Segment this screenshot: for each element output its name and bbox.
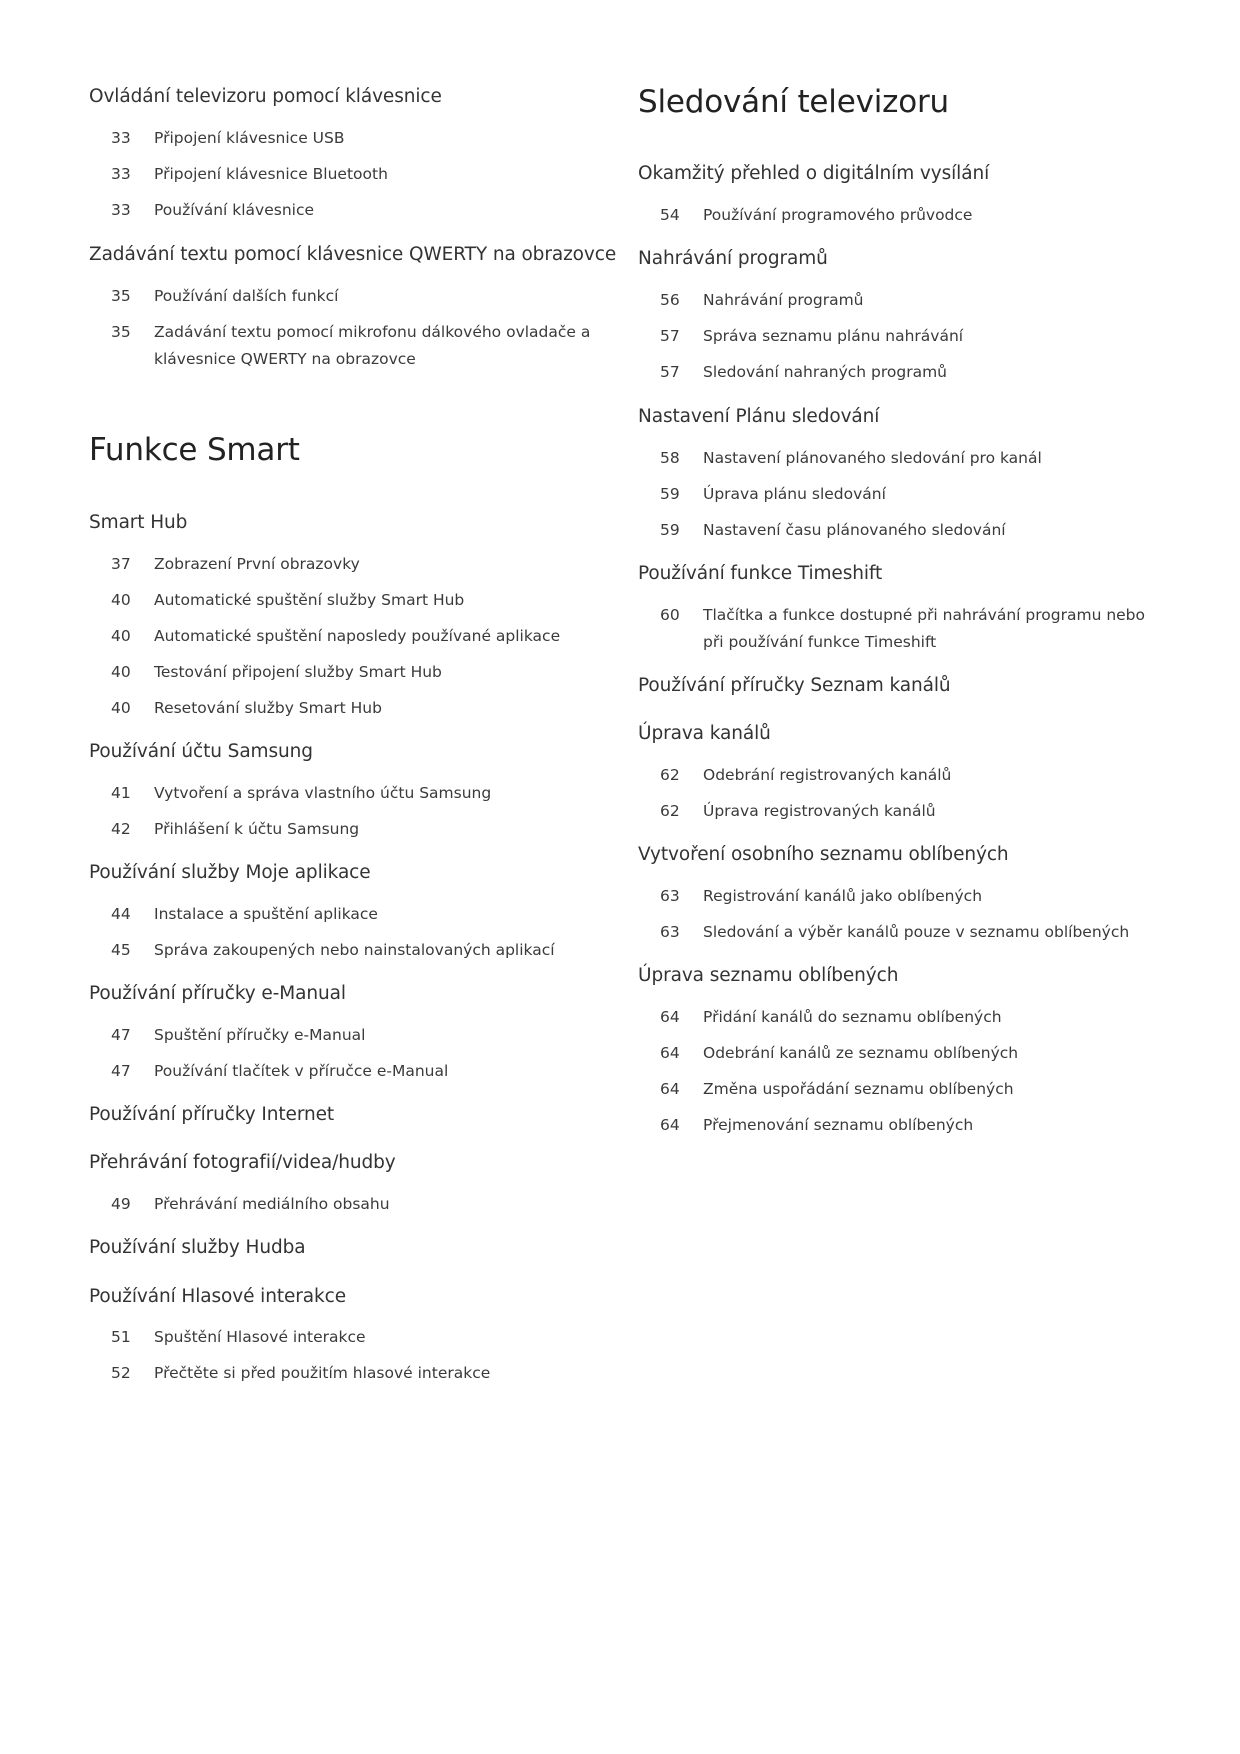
- toc-section-title[interactable]: Používání příručky Internet: [89, 1104, 335, 1125]
- toc-page-number: 41: [111, 784, 131, 802]
- toc-section-title[interactable]: Nastavení Plánu sledování: [638, 406, 880, 427]
- toc-entry-label: Spuštění Hlasové interakce: [154, 1328, 366, 1346]
- toc-entry-label: Používání programového průvodce: [703, 206, 973, 224]
- toc-entry-label: Nahrávání programů: [703, 291, 864, 309]
- toc-section-title[interactable]: Smart Hub: [89, 512, 188, 533]
- toc-page-number: 64: [660, 1008, 680, 1026]
- toc-page-number: 33: [111, 129, 131, 147]
- toc-entry-label: Testování připojení služby Smart Hub: [154, 663, 442, 681]
- toc-section-title[interactable]: Používání příručky Seznam kanálů: [638, 675, 951, 696]
- toc-page-number: 64: [660, 1080, 680, 1098]
- toc-page-number: 33: [111, 165, 131, 183]
- toc-entry-label: Připojení klávesnice USB: [154, 129, 345, 147]
- toc-entry-label: Připojení klávesnice Bluetooth: [154, 165, 388, 183]
- toc-page-number: 40: [111, 627, 131, 645]
- toc-section-title[interactable]: Používání Hlasové interakce: [89, 1286, 346, 1307]
- toc-entry-label: Odebrání kanálů ze seznamu oblíbených: [703, 1044, 1019, 1062]
- toc-entry-label: Spuštění příručky e-Manual: [154, 1026, 366, 1044]
- toc-entry-label: Změna uspořádání seznamu oblíbených: [703, 1080, 1014, 1098]
- toc-page-number: 42: [111, 820, 131, 838]
- toc-entry-label: Nastavení plánovaného sledování pro kanál: [703, 449, 1042, 467]
- toc-page-number: 37: [111, 555, 131, 573]
- toc-entry-label: Úprava plánu sledování: [703, 485, 886, 503]
- toc-page-number: 49: [111, 1195, 131, 1213]
- toc-entry-label: Přehrávání mediálního obsahu: [154, 1195, 390, 1213]
- toc-entry-label: Sledování a výběr kanálů pouze v seznamu oblíbených: [703, 923, 1130, 941]
- toc-entry-label: Přidání kanálů do seznamu oblíbených: [703, 1008, 1002, 1026]
- toc-page-number: 44: [111, 905, 131, 923]
- toc-section-title[interactable]: Používání služby Hudba: [89, 1237, 306, 1258]
- toc-entry-label: Zobrazení První obrazovky: [154, 555, 360, 573]
- toc-page-number: 57: [660, 363, 680, 381]
- toc-entry-label: Správa seznamu plánu nahrávání: [703, 327, 964, 345]
- toc-page-number: 40: [111, 663, 131, 681]
- toc-entry-label: Instalace a spuštění aplikace: [154, 905, 378, 923]
- toc-page-number: 63: [660, 923, 680, 941]
- toc-page-number: 52: [111, 1364, 131, 1382]
- toc-page-number: 56: [660, 291, 680, 309]
- toc-section-title[interactable]: Okamžitý přehled o digitálním vysílání: [638, 163, 990, 184]
- toc-entry-label: Používání tlačítek v příručce e-Manual: [154, 1062, 449, 1080]
- toc-entry-label: Resetování služby Smart Hub: [154, 699, 382, 717]
- toc-page-number: 58: [660, 449, 680, 467]
- toc-page-number: 51: [111, 1328, 131, 1346]
- toc-page-number: 62: [660, 802, 680, 820]
- toc-section-title[interactable]: Používání příručky e-Manual: [89, 983, 346, 1004]
- toc-entry-label: Automatické spuštění služby Smart Hub: [154, 591, 465, 609]
- toc-entry-label: Zadávání textu pomocí mikrofonu dálkového ovladače a klávesnice QWERTY na obrazovce: [154, 323, 591, 368]
- toc-page-number: 60: [660, 606, 680, 624]
- toc-section-title[interactable]: Úprava seznamu oblíbených: [638, 965, 899, 986]
- toc-section-title[interactable]: Používání účtu Samsung: [89, 741, 313, 762]
- toc-page-number: 59: [660, 485, 680, 503]
- toc-section-title[interactable]: Úprava kanálů: [638, 723, 771, 744]
- toc-entry-label: Vytvoření a správa vlastního účtu Samsung: [154, 784, 492, 802]
- toc-page-number: 57: [660, 327, 680, 345]
- toc-entry-label: Registrování kanálů jako oblíbených: [703, 887, 983, 905]
- toc-page-number: 54: [660, 206, 680, 224]
- toc-section-title[interactable]: Používání služby Moje aplikace: [89, 862, 371, 883]
- toc-page-number: 33: [111, 201, 131, 219]
- toc-entry-label: Úprava registrovaných kanálů: [703, 802, 936, 820]
- toc-page-number: 47: [111, 1062, 131, 1080]
- chapter-title[interactable]: Funkce Smart: [89, 432, 300, 468]
- toc-entry-label: Správa zakoupených nebo nainstalovaných aplikací: [154, 941, 555, 959]
- toc-entry-label: Používání klávesnice: [154, 201, 315, 219]
- toc-entry-label: Přečtěte si před použitím hlasové interakce: [154, 1364, 491, 1382]
- toc-page-number: 45: [111, 941, 131, 959]
- chapter-title[interactable]: Sledování televizoru: [638, 84, 949, 120]
- toc-entry-label: Sledování nahraných programů: [703, 363, 948, 381]
- toc-page-number: 59: [660, 521, 680, 539]
- toc-entry-label: Používání dalších funkcí: [154, 287, 339, 305]
- toc-page-number: 40: [111, 591, 131, 609]
- toc-entry-label: Tlačítka a funkce dostupné při nahrávání programu nebo při používání funkce Timeshift: [703, 606, 1146, 651]
- toc-entry-label: Přejmenování seznamu oblíbených: [703, 1116, 974, 1134]
- toc-section-title[interactable]: Používání funkce Timeshift: [638, 563, 883, 584]
- toc-page-number: 35: [111, 323, 131, 341]
- toc-entry-label: Přihlášení k účtu Samsung: [154, 820, 360, 838]
- toc-section-title[interactable]: Nahrávání programů: [638, 248, 828, 269]
- toc-section-title[interactable]: Přehrávání fotografií/videa/hudby: [89, 1152, 396, 1173]
- toc-section-title[interactable]: Ovládání televizoru pomocí klávesnice: [89, 86, 442, 107]
- toc-page-number: 63: [660, 887, 680, 905]
- toc-page-number: 64: [660, 1116, 680, 1134]
- toc-entry-label: Odebrání registrovaných kanálů: [703, 766, 952, 784]
- toc-page-number: 35: [111, 287, 131, 305]
- toc-entry-label: Automatické spuštění naposledy používané aplikace: [154, 627, 561, 645]
- toc-page-number: 62: [660, 766, 680, 784]
- toc-section-title[interactable]: Zadávání textu pomocí klávesnice QWERTY na obrazovce: [89, 244, 617, 265]
- toc-entry-label: Nastavení času plánovaného sledování: [703, 521, 1006, 539]
- toc-page-number: 47: [111, 1026, 131, 1044]
- toc-section-title[interactable]: Vytvoření osobního seznamu oblíbených: [638, 844, 1009, 865]
- toc-page-number: 64: [660, 1044, 680, 1062]
- toc-page-number: 40: [111, 699, 131, 717]
